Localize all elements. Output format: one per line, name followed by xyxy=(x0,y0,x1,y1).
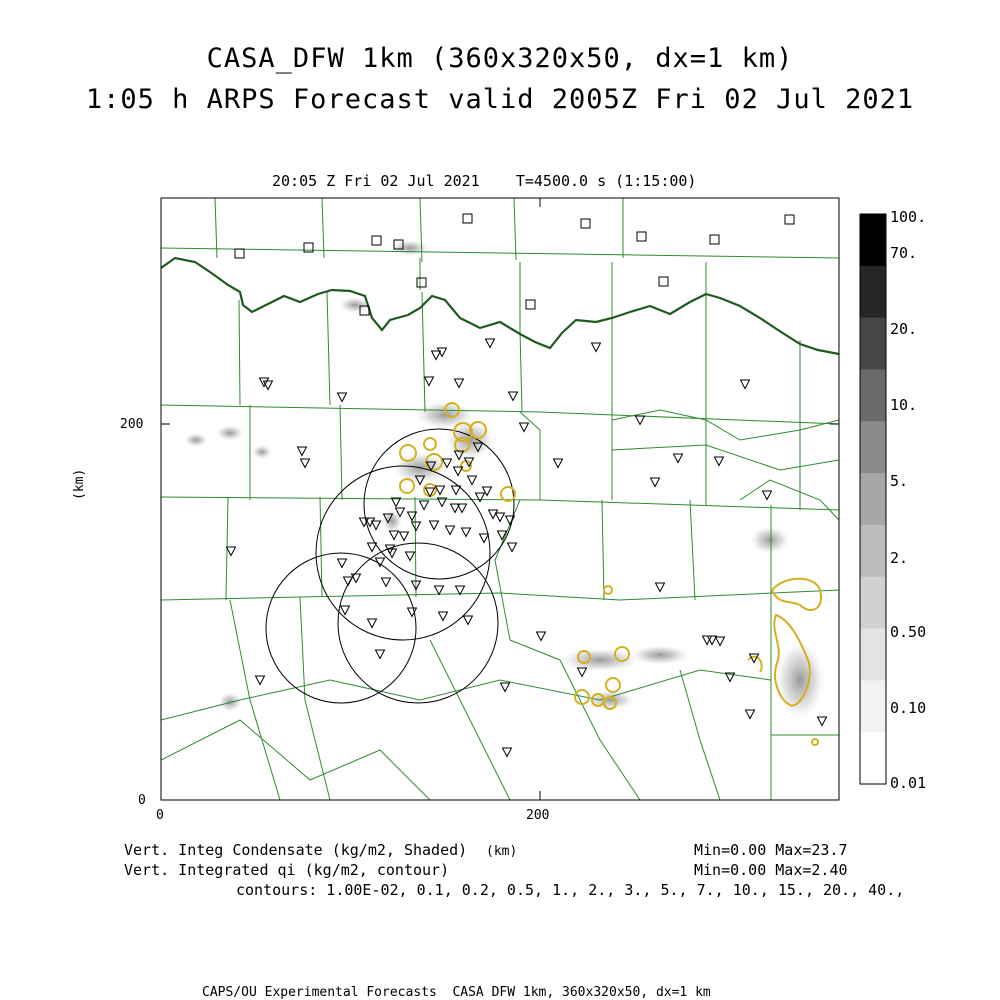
chart-title-line2: 1:05 h ARPS Forecast valid 2005Z Fri 02 Jul 2021 xyxy=(85,84,915,115)
colorbar-swatch xyxy=(860,318,886,370)
colorbar-swatch xyxy=(860,577,886,629)
footer-credit: CAPS/OU Experimental Forecasts CASA DFW 1km, 360x320x50, dx=1 km xyxy=(202,985,711,1000)
colorbar-swatch xyxy=(860,680,886,732)
y-axis-unit: (km) xyxy=(72,468,87,500)
x-tick-0: 0 xyxy=(156,808,164,823)
colorbar-label: 10. xyxy=(890,396,918,414)
legend-condensate-stats: Min=0.00 Max=23.7 xyxy=(694,841,848,859)
colorbar-label: 0.50 xyxy=(890,623,927,641)
colorbar-swatch xyxy=(860,473,886,525)
colorbar-swatch xyxy=(860,421,886,473)
valid-time-label: 20:05 Z Fri 02 Jul 2021 T=4500.0 s (1:15:00) xyxy=(272,172,697,190)
colorbar-swatch xyxy=(860,369,886,421)
colorbar-label: 0.01 xyxy=(890,774,927,792)
colorbar xyxy=(860,214,886,785)
colorbar-swatch xyxy=(860,732,886,784)
x-tick-200: 200 xyxy=(526,808,550,823)
legend-condensate: Vert. Integ Condensate (kg/m2, Shaded) xyxy=(124,841,468,859)
legend-ice-stats: Min=0.00 Max=2.40 xyxy=(694,861,848,879)
legend-contours: contours: 1.00E-02, 0.1, 0.2, 0.5, 1., 2., 3., 5., 7., 10., 15., 20., 40., xyxy=(236,881,905,899)
map-background xyxy=(161,198,839,800)
colorbar-label: 20. xyxy=(890,320,918,338)
chart-title-line1: CASA_DFW 1km (360x320x50, dx=1 km) xyxy=(206,43,794,74)
x-axis-unit: (km) xyxy=(486,844,518,859)
colorbar-swatch xyxy=(860,525,886,577)
colorbar-label: 100. xyxy=(890,208,927,226)
colorbar-swatch xyxy=(860,629,886,681)
colorbar-label: 5. xyxy=(890,472,909,490)
y-tick-0: 0 xyxy=(138,793,146,808)
legend-ice: Vert. Integrated qi (kg/m2, contour) xyxy=(124,861,450,879)
colorbar-label: 70. xyxy=(890,244,918,262)
colorbar-label: 2. xyxy=(890,549,909,567)
y-tick-200: 200 xyxy=(120,417,144,432)
colorbar-swatch xyxy=(860,266,886,318)
colorbar-swatch xyxy=(860,214,886,266)
colorbar-label: 0.10 xyxy=(890,699,927,717)
